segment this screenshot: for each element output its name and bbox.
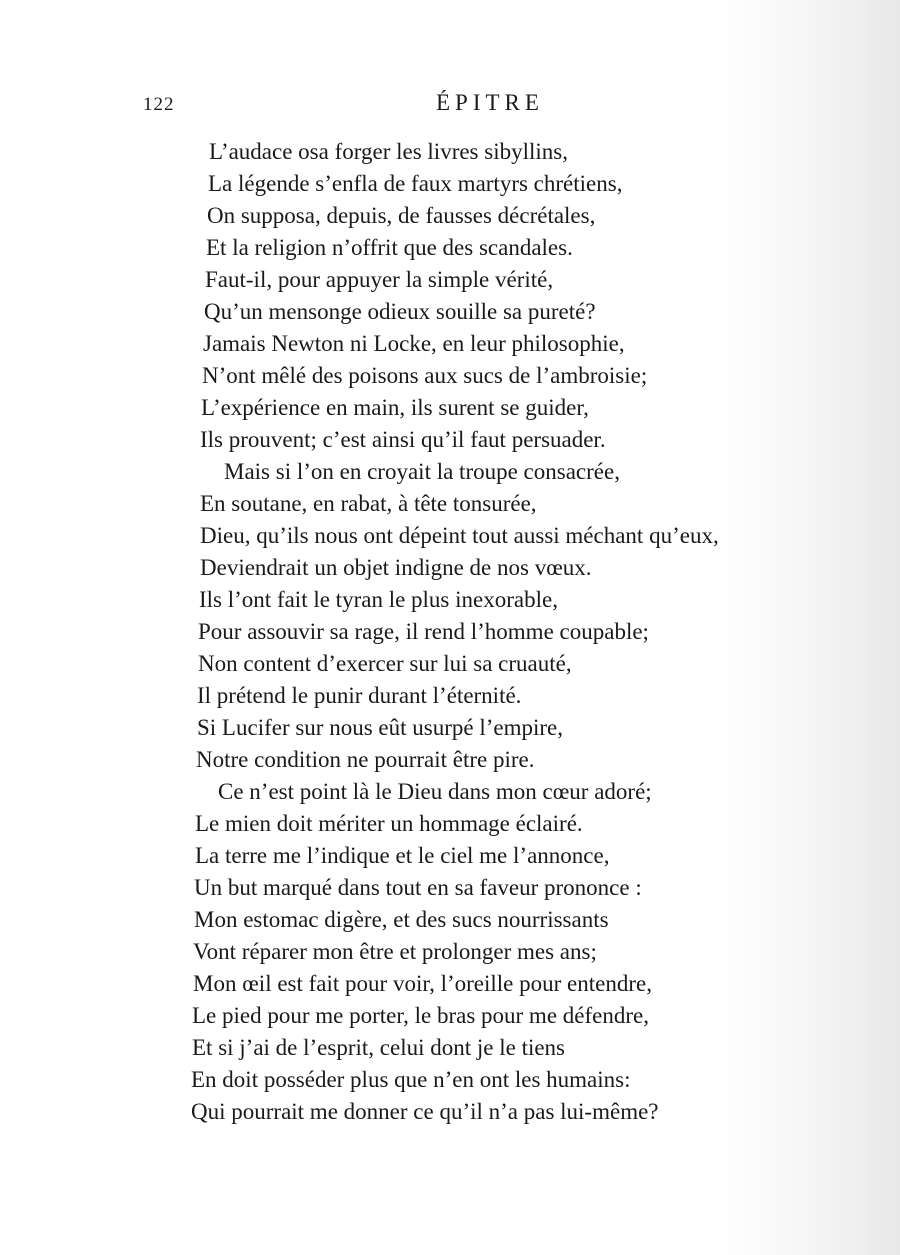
poem-line: Ce n’est point là le Dieu dans mon cœur adoré; bbox=[218, 779, 652, 804]
poem-line: Ils prouvent; c’est ainsi qu’il faut persuader. bbox=[200, 427, 606, 452]
poem-line: Il prétend le punir durant l’éternité. bbox=[197, 683, 522, 708]
poem-line: La légende s’enfla de faux martyrs chrétiens, bbox=[208, 171, 623, 196]
poem-line: En doit posséder plus que n’en ont les humains: bbox=[191, 1067, 631, 1092]
poem-line: Qui pourrait me donner ce qu’il n’a pas lui-même? bbox=[191, 1099, 659, 1124]
poem-line: Le mien doit mériter un hommage éclairé. bbox=[195, 811, 583, 836]
poem-line: Vont réparer mon être et prolonger mes ans; bbox=[193, 939, 597, 964]
poem-line: Si Lucifer sur nous eût usurpé l’empire, bbox=[197, 715, 563, 740]
poem-line: On supposa, depuis, de fausses décrétales, bbox=[207, 203, 596, 228]
poem-line: Non content d’exercer sur lui sa cruauté, bbox=[198, 651, 572, 676]
poem-line: Pour assouvir sa rage, il rend l’homme coupable; bbox=[198, 619, 649, 644]
poem-line: La terre me l’indique et le ciel me l’annonce, bbox=[195, 843, 610, 868]
poem-line: En soutane, en rabat, à tête tonsurée, bbox=[200, 491, 537, 516]
poem-line: Ils l’ont fait le tyran le plus inexorable, bbox=[199, 587, 558, 612]
poem-line: L’audace osa forger les livres sibyllins, bbox=[209, 139, 568, 164]
poem-line: N’ont mêlé des poisons aux sucs de l’ambroisie; bbox=[202, 363, 648, 388]
poem-line: Deviendrait un objet indigne de nos vœux. bbox=[200, 555, 592, 580]
poem-line: Mais si l’on en croyait la troupe consacrée, bbox=[224, 459, 620, 484]
poem-line: Dieu, qu’ils nous ont dépeint tout aussi méchant qu’eux, bbox=[200, 523, 719, 548]
poem-line: Notre condition ne pourrait être pire. bbox=[196, 747, 535, 772]
page-number: 122 bbox=[143, 94, 175, 115]
poem-line: Faut-il, pour appuyer la simple vérité, bbox=[205, 267, 554, 292]
poem-line: Jamais Newton ni Locke, en leur philosophie, bbox=[203, 331, 625, 356]
poem-line: Mon œil est fait pour voir, l’oreille pour entendre, bbox=[193, 971, 652, 996]
poem-line: Et si j’ai de l’esprit, celui dont je le tiens bbox=[192, 1035, 566, 1060]
poem-line: Un but marqué dans tout en sa faveur prononce : bbox=[194, 875, 642, 900]
poem-line: Le pied pour me porter, le bras pour me défendre, bbox=[192, 1003, 649, 1028]
poem-line: Et la religion n’offrit que des scandales. bbox=[206, 235, 573, 260]
running-title: ÉPITRE bbox=[436, 90, 544, 115]
poem-line: L’expérience en main, ils surent se guider, bbox=[201, 395, 589, 420]
poem-line: Mon estomac digère, et des sucs nourrissants bbox=[194, 907, 609, 932]
poem-line: Qu’un mensonge odieux souille sa pureté? bbox=[204, 299, 596, 324]
